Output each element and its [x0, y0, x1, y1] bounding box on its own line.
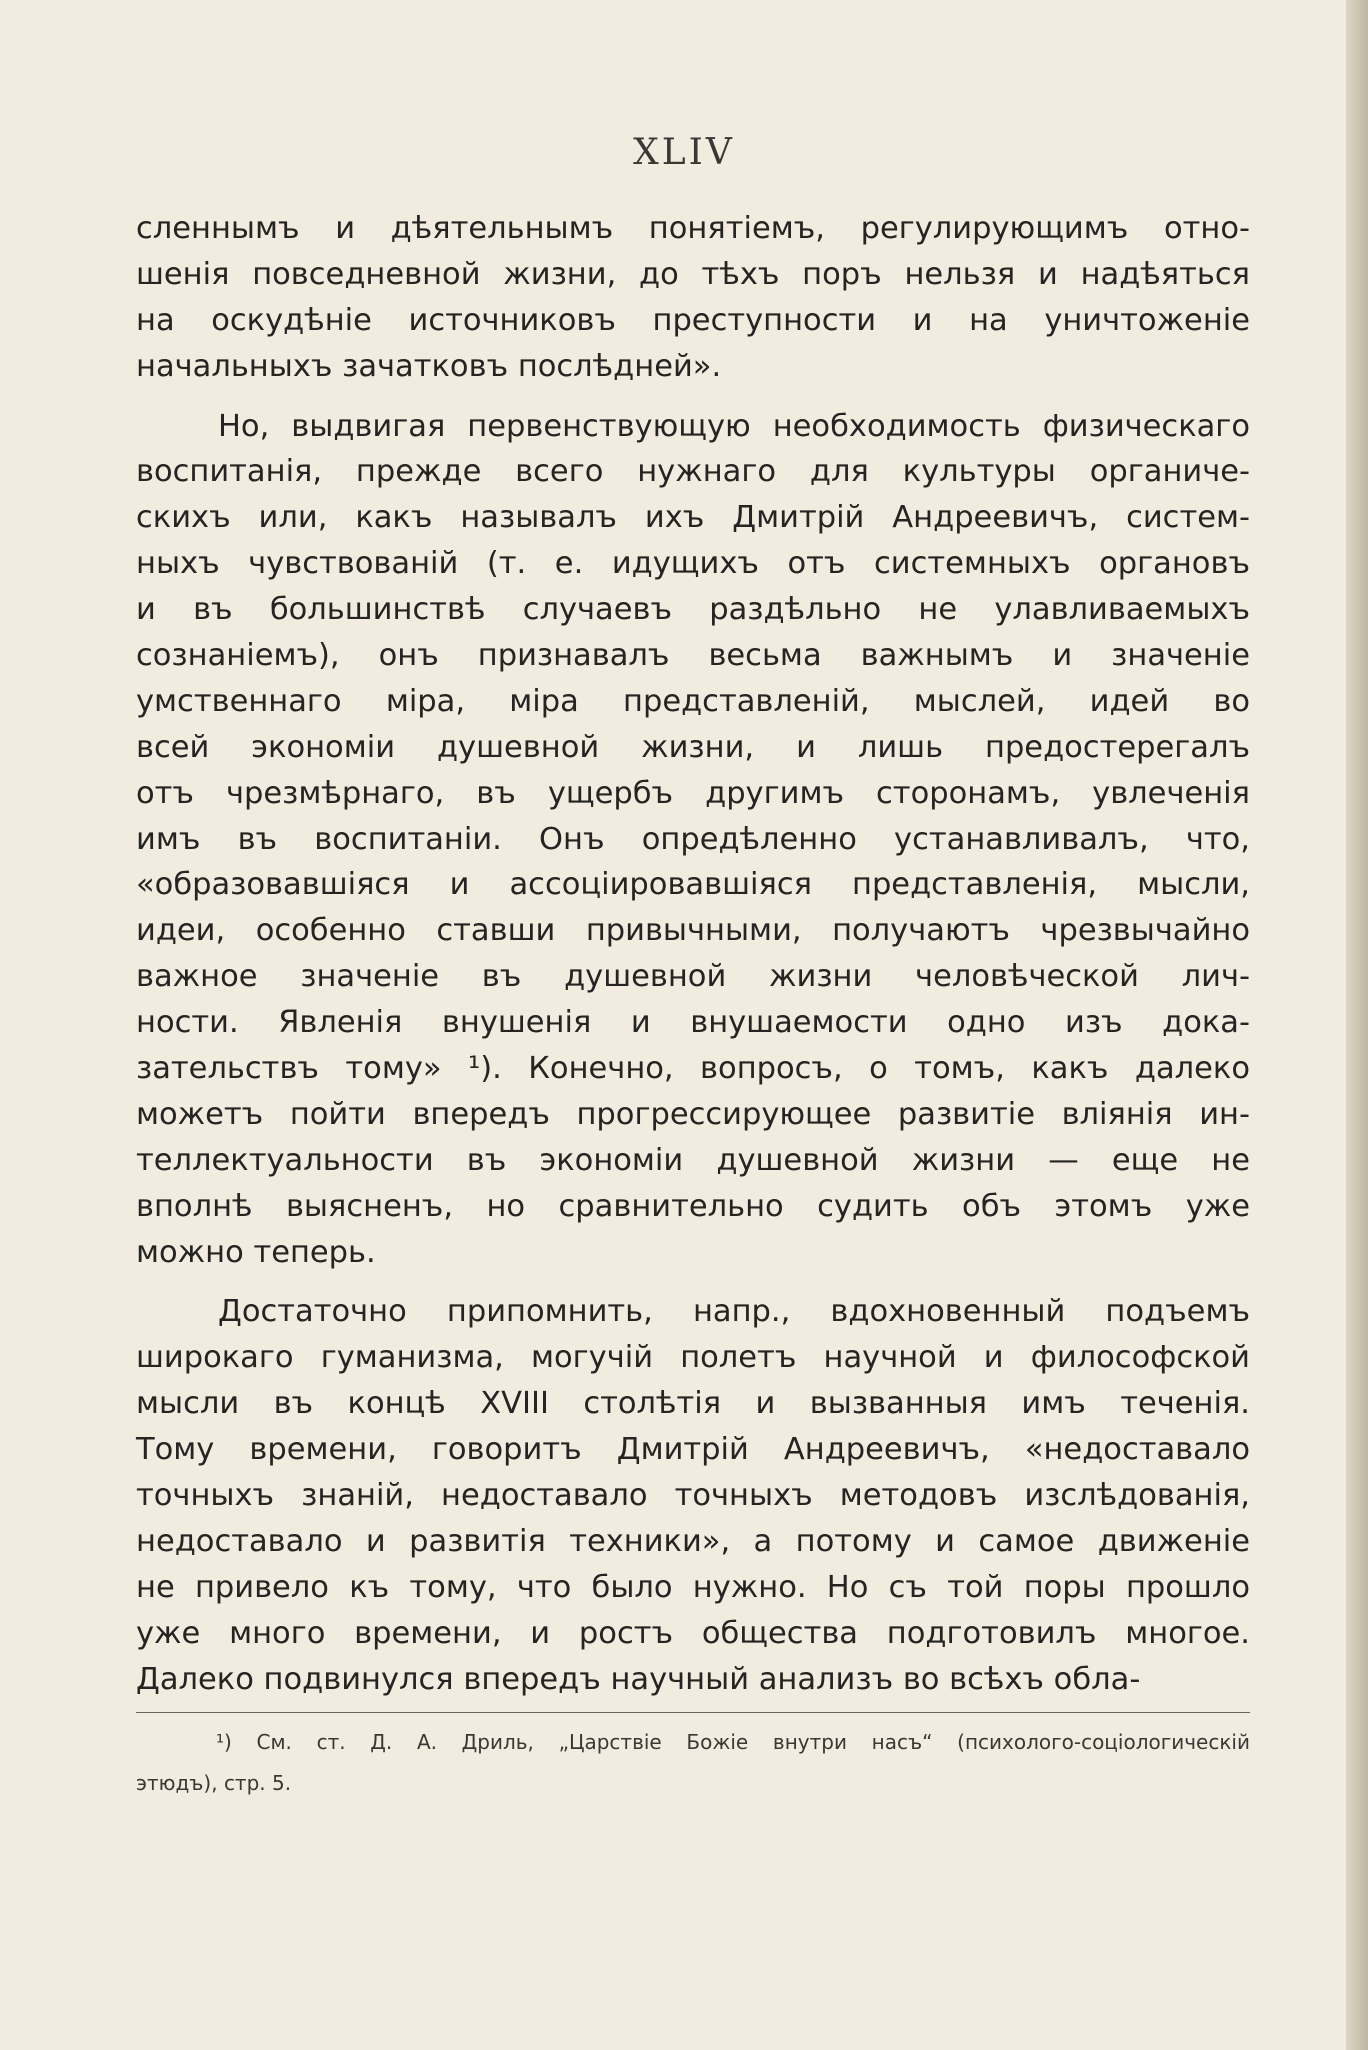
text-line: точныхъ знаній, недоставало точныхъ методовъ изслѣдованія, — [136, 1478, 1250, 1514]
text-line: «образовавшіяся и ассоціировавшіяся представленія, мысли, — [136, 867, 1250, 903]
text-line: теллектуальности въ экономіи душевной жизни — еще не — [136, 1142, 1250, 1178]
text-line: начальныхъ зачатковъ послѣдней». — [136, 348, 722, 384]
text-line: шенія повседневной жизни, до тѣхъ поръ нельзя и надѣяться — [136, 256, 1250, 292]
footnote — [136, 1722, 1250, 1804]
text-line: скихъ или, какъ называлъ ихъ Дмитрій Андреевичъ, систем- — [136, 500, 1250, 536]
text-line: ныхъ чувствованій (т. е. идущихъ отъ системныхъ органовъ — [136, 546, 1250, 582]
text-line: идеи, особенно ставши привычными, получаютъ чрезвычайно — [136, 913, 1250, 949]
text-line: всей экономіи душевной жизни, и лишь предостерегалъ — [136, 729, 1250, 765]
text-line: вполнѣ выясненъ, но сравнительно судить объ этомъ уже — [136, 1188, 1250, 1224]
text-line: на оскудѣніе источниковъ преступности и на уничтоженіе — [136, 302, 1250, 338]
text-line: воспитанія, прежде всего нужнаго для культуры органиче- — [136, 454, 1250, 490]
text-line: уже много времени, и ростъ общества подготовилъ многое. — [136, 1615, 1250, 1651]
text-line: можно теперь. — [136, 1234, 376, 1270]
text-line: можетъ пойти впередъ прогрессирующее развитіе вліянія ин- — [136, 1096, 1250, 1132]
paragraph — [136, 206, 1250, 390]
paragraph-gap — [136, 1275, 1250, 1289]
footnote-line: ¹) См. ст. Д. А. Дриль, „Царствіе Божіе внутри насъ“ (психолого-соціологическій — [216, 1730, 1250, 1754]
text-line: Тому времени, говоритъ Дмитрій Андреевичъ, «недоставало — [136, 1432, 1250, 1468]
text-line: зательствъ тому» ¹). Конечно, вопросъ, о томъ, какъ далеко — [136, 1051, 1250, 1087]
page-edge — [1346, 0, 1368, 2050]
paragraph — [136, 1289, 1250, 1702]
text-line: широкаго гуманизма, могучій полетъ научной и философской — [136, 1340, 1250, 1376]
text-line: сознаніемъ), онъ признавалъ весьма важнымъ и значеніе — [136, 638, 1250, 674]
footnote-divider — [136, 1712, 1250, 1713]
page-number: XLIV — [633, 132, 735, 173]
text-line: отъ чрезмѣрнаго, въ ущербъ другимъ сторонамъ, увлеченія — [136, 775, 1250, 811]
body-text — [136, 206, 1250, 1703]
text-line: имъ въ воспитаніи. Онъ опредѣленно устанавливалъ, что, — [136, 821, 1250, 857]
footnote-line: этюдъ), стр. 5. — [136, 1771, 292, 1795]
text-line: мысли въ концѣ XVIII столѣтія и вызванныя имъ теченія. — [136, 1386, 1250, 1422]
text-line: важное значеніе въ душевной жизни человѣческой лич- — [136, 959, 1250, 995]
text-line: не привело къ тому, что было нужно. Но съ той поры прошло — [136, 1569, 1250, 1605]
text-line: Далеко подвинулся впередъ научный анализъ во всѣхъ обла- — [136, 1661, 1141, 1697]
paragraph-gap — [136, 390, 1250, 404]
paragraph — [136, 404, 1250, 1276]
text-line: ности. Явленія внушенія и внушаемости одно изъ дока- — [136, 1005, 1250, 1041]
text-line: Но, выдвигая первенствующую необходимость физическаго — [218, 408, 1250, 444]
text-line: Достаточно припомнить, напр., вдохновенный подъемъ — [218, 1294, 1250, 1330]
text-line: умственнаго міра, міра представленій, мыслей, идей во — [136, 683, 1250, 719]
text-line: сленнымъ и дѣятельнымъ понятіемъ, регулирующимъ отно- — [136, 211, 1250, 246]
text-line: недоставало и развитія техники», а потому и самое движеніе — [136, 1523, 1250, 1559]
text-line: и въ большинствѣ случаевъ раздѣльно не улавливаемыхъ — [136, 592, 1250, 628]
